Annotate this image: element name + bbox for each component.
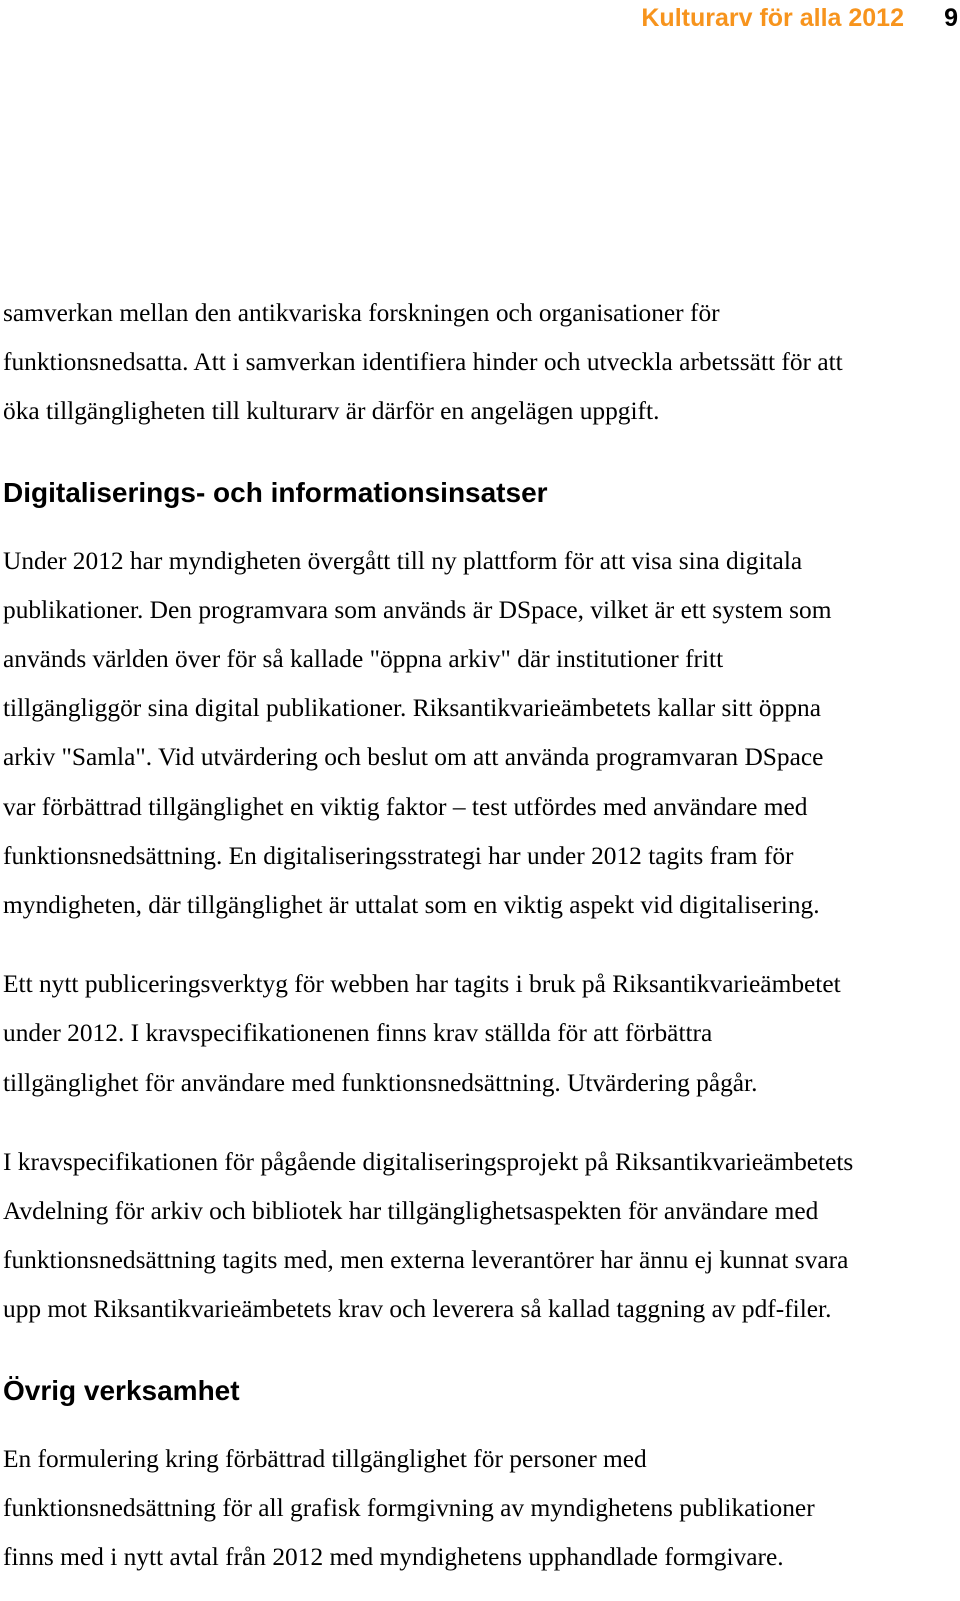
text-line: samverkan mellan den antikvariska forskningen och organisationer för [3, 299, 720, 327]
text-line: tillgänglighet för användare med funktionsnedsättning. Utvärdering pågår. [3, 1068, 758, 1097]
document-title: Kulturarv för alla 2012 [641, 4, 904, 32]
text-line: Under 2012 har myndigheten övergått till ny plattform för att visa sina digitala [3, 546, 803, 575]
text-line: publikationer. Den programvara som används är DSpace, vilket är ett system som [3, 595, 832, 624]
text-line: var förbättrad tillgänglighet en viktig faktor – test utfördes med användare med [3, 792, 808, 821]
text-line: funktionsnedsättning. En digitaliseringsstrategi har under 2012 tagits fram för [3, 841, 794, 870]
section-heading-digitalization: Digitaliserings- och informationsinsatser [3, 476, 548, 508]
text-line: arkiv "Samla". Vid utvärdering och beslut om att använda programvaran DSpace [3, 743, 824, 772]
text-line: funktionsnedsatta. Att i samverkan identifiera hinder och utveckla arbetssätt för att [3, 348, 843, 377]
text-line: Avdelning för arkiv och bibliotek har tillgänglighetsaspekten för användare med [3, 1197, 819, 1226]
paragraph-publishing-tool [3, 960, 958, 1108]
text-line: finns med i nytt avtal från 2012 med myndighetens upphandlade formgivare. [3, 1543, 784, 1572]
text-line: En formulering kring förbättrad tillgänglighet för personer med [3, 1444, 647, 1473]
section-heading-other: Övrig verksamhet [3, 1374, 240, 1406]
paragraph-dspace [3, 537, 958, 931]
text-line: funktionsnedsättning för all grafisk formgivning av myndighetens publikationer [3, 1493, 815, 1522]
text-line: I kravspecifikationen för pågående digitaliseringsprojekt på Riksantikvarieämbetets [3, 1147, 854, 1176]
text-line: tillgängliggör sina digital publikationer. Riksantikvarieämbetets kallar sitt öppna [3, 694, 821, 723]
paragraph-graphic-design [3, 1435, 958, 1583]
running-header [0, 4, 960, 36]
intro-paragraph [3, 289, 958, 437]
text-line: under 2012. I kravspecifikationenen finns krav ställda för att förbättra [3, 1019, 713, 1048]
paragraph-requirements [3, 1138, 958, 1335]
text-line: funktionsnedsättning tagits med, men externa leverantörer har ännu ej kunnat svara [3, 1246, 849, 1275]
text-line: upp mot Riksantikvarieämbetets krav och leverera så kallad taggning av pdf-filer. [3, 1295, 832, 1324]
text-line: myndigheten, där tillgänglighet är uttalat som en viktig aspekt vid digitalisering. [3, 891, 820, 920]
text-line: öka tillgängligheten till kulturarv är därför en angelägen uppgift. [3, 397, 660, 426]
text-line: används världen över för så kallade "öppna arkiv" där institutioner fritt [3, 645, 724, 674]
page-body [3, 289, 958, 1582]
page-number: 9 [944, 4, 958, 32]
text-line: Ett nytt publiceringsverktyg för webben har tagits i bruk på Riksantikvarieämbetet [3, 970, 841, 999]
